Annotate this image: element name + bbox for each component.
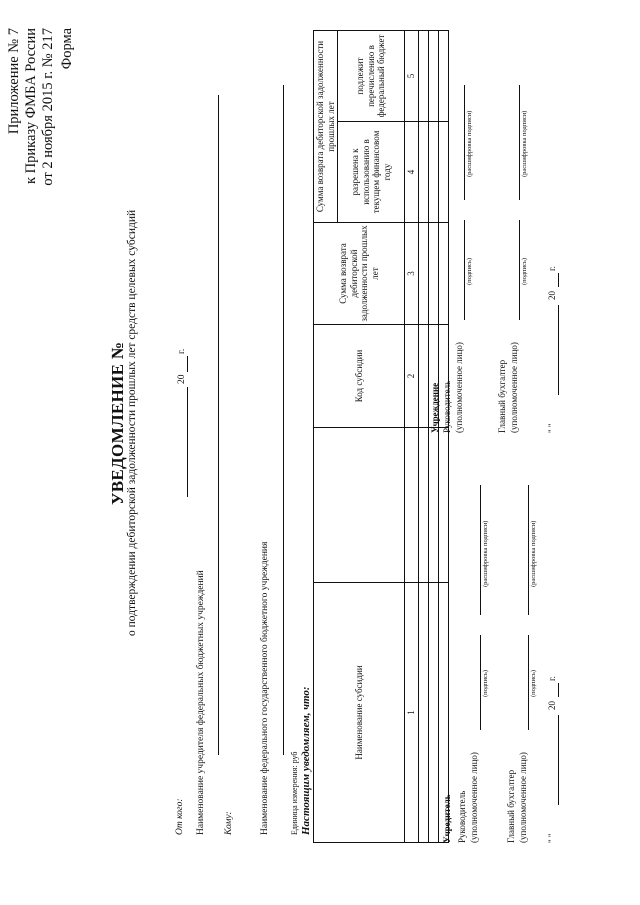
institution-head-decode-caption: (расшифровка подписи): [466, 110, 473, 177]
founder-accountant-decode-line: [528, 485, 529, 615]
founder-date-line: [558, 715, 559, 805]
blank-cell: [418, 122, 428, 223]
founder-head-sign-caption: (подпись): [482, 670, 489, 697]
col-number-empty: [405, 428, 419, 583]
col-header-subsidy-code: Код субсидии: [314, 325, 405, 428]
founder-accountant-label: Главный бухгалтер: [506, 769, 516, 843]
founder-accountant-sub: (уполномоченное лицо): [518, 752, 528, 843]
institution-head-sign-line: [464, 220, 465, 320]
institution-date-quotes: " ": [547, 423, 557, 433]
date-year-prefix: 20: [177, 374, 187, 384]
col-header-empty: [314, 428, 405, 583]
founder-head-sub: (уполномоченное лицо): [469, 752, 479, 843]
table-blank-row: [428, 31, 438, 843]
blank-cell: [428, 122, 438, 223]
founder-blank-line: [218, 95, 219, 755]
institution-head-sub: (уполномоченное лицо): [454, 342, 464, 433]
table-header-row: [314, 31, 338, 843]
institution-head-decode-line: [464, 85, 465, 200]
founder-block-title: Учредитель: [442, 794, 452, 843]
date-blank-line: [187, 387, 188, 497]
blank-cell: [428, 583, 438, 843]
institution-accountant-decode-caption: (расшифровка подписи): [521, 110, 528, 177]
founder-date-g: г.: [547, 676, 557, 681]
blank-cell: [438, 122, 448, 223]
founder-date-year: 20: [547, 701, 557, 710]
founder-head-sign-line: [480, 635, 481, 730]
notify-text: Настоящим уведомляем, что:: [300, 686, 312, 835]
founder-head-label: Руководитель: [457, 790, 467, 843]
form-label: Форма: [59, 28, 75, 70]
col-header-allowed-use: разрешена к использованию в текущем финансовом году: [338, 122, 405, 223]
institution-date-g: г.: [547, 266, 557, 271]
blank-cell: [438, 31, 448, 122]
institution-accountant-sub: (уполномоченное лицо): [509, 342, 519, 433]
founder-head-decode-caption: (расшифровка подписи): [482, 520, 489, 587]
founder-accountant-sign-caption: (подпись): [530, 670, 537, 697]
institution-head-label: Руководитель: [442, 380, 452, 433]
blank-cell: [428, 428, 438, 583]
institution-date-line: [558, 305, 559, 395]
blank-cell: [418, 583, 428, 843]
institution-blank-line: [283, 85, 284, 755]
order-date: от 2 ноября 2015 г. № 217: [40, 28, 56, 186]
founder-name-label: Наименование учредителя федеральных бюджетных учреждений: [196, 570, 206, 835]
institution-accountant-sign-caption: (подпись): [521, 258, 528, 285]
blank-cell: [418, 223, 428, 325]
table-blank-row: [438, 31, 448, 843]
blank-cell: [428, 31, 438, 122]
appendix-header: [6, 28, 76, 186]
date-year-suffix: г.: [177, 348, 187, 354]
institution-block-title: Учреждение: [430, 382, 440, 433]
date-year-blank: [187, 356, 188, 372]
col-number-1: 1: [405, 583, 419, 843]
from-label: От кого:: [175, 798, 185, 835]
institution-accountant-sign-line: [519, 220, 520, 320]
col-header-return-amount: Сумма возврата дебиторской задолженности прошлых лет: [314, 223, 405, 325]
blank-cell: [438, 428, 448, 583]
blank-cell: [428, 223, 438, 325]
col-number-4: 4: [405, 122, 419, 223]
founder-date-quotes: " ": [547, 833, 557, 843]
to-label: Кому:: [224, 811, 234, 835]
founder-head-decode-line: [480, 485, 481, 615]
blank-cell: [418, 31, 428, 122]
col-number-5: 5: [405, 31, 419, 122]
document-subtitle: о подтверждении дебиторской задолженности прошлых лет средств целевых субсидий: [126, 209, 138, 636]
blank-cell: [438, 223, 448, 325]
document-title: УВЕДОМЛЕНИЕ №: [108, 341, 127, 505]
institution-head-sign-caption: (подпись): [466, 258, 473, 285]
col-header-subsidy-name: Наименование субсидии: [314, 583, 405, 843]
blank-cell: [418, 428, 428, 583]
founder-accountant-sign-line: [528, 635, 529, 730]
col-header-group: Сумма возврата дебиторской задолженности прошлых лет: [314, 31, 338, 223]
subsidy-table: [313, 30, 449, 843]
col-number-2: 2: [405, 325, 419, 428]
appendix-number: Приложение № 7: [6, 28, 22, 135]
order-reference: к Приказу ФМБА России: [23, 28, 39, 184]
institution-date-year-line: [558, 273, 559, 287]
institution-name-label: Наименование федерального государственного бюджетного учреждения: [260, 541, 270, 835]
institution-date-year: 20: [547, 291, 557, 300]
unit-label: Единица измерения: руб: [290, 751, 299, 835]
table-blank-row: [418, 31, 428, 843]
blank-cell: [418, 325, 428, 428]
col-header-transfer-budget: подлежит перечислению в федеральный бюджет: [338, 31, 405, 122]
founder-date-year-line: [558, 683, 559, 697]
institution-accountant-decode-line: [519, 85, 520, 200]
institution-accountant-label: Главный бухгалтер: [497, 359, 507, 433]
col-number-3: 3: [405, 223, 419, 325]
table-number-row: [405, 31, 419, 843]
founder-accountant-decode-caption: (расшифровка подписи): [530, 520, 537, 587]
